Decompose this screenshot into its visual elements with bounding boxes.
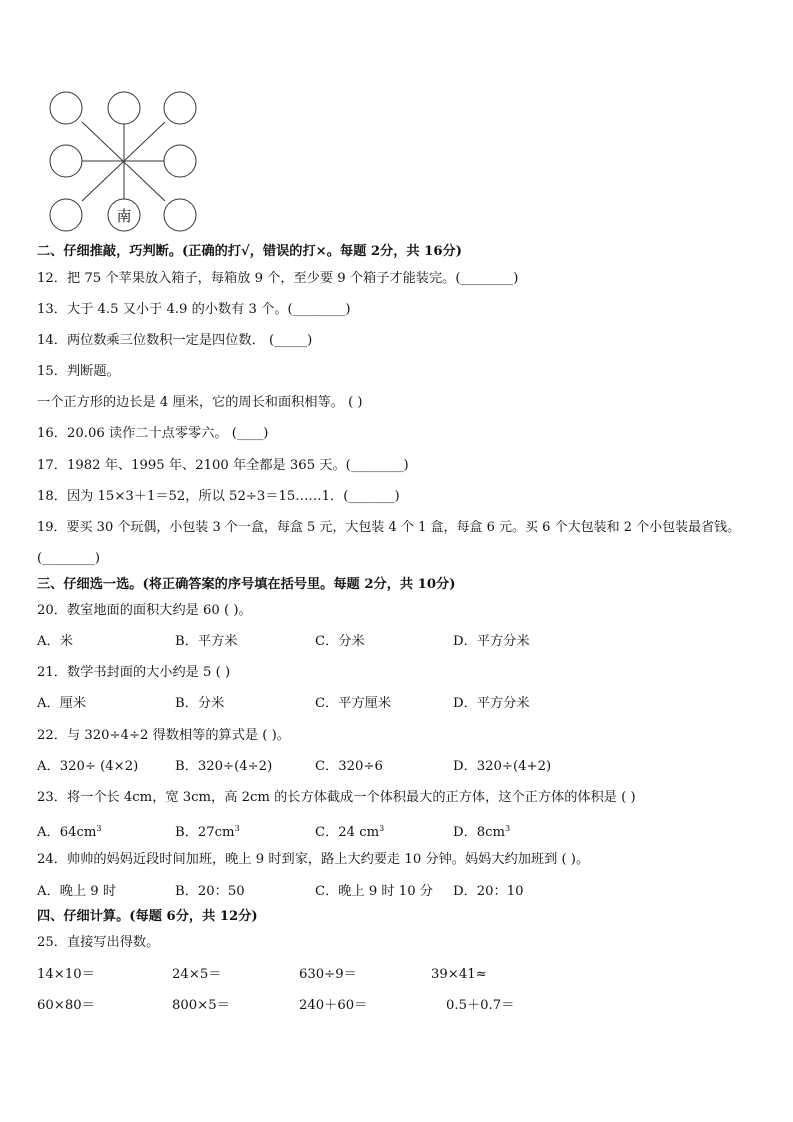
compass-circle-e	[164, 145, 196, 177]
question-24: 24．帅帅的妈妈近段时间加班，晚上 9 时到家，路上大约要走 10 分钟。妈妈大约加班到 ( )。	[37, 852, 590, 867]
q23-option-b	[175, 820, 240, 842]
q23-option-d-text: D．8cm	[453, 825, 506, 840]
question-19-answer-blank: (________)	[37, 551, 101, 566]
compass-circle-sw	[50, 199, 82, 231]
q23-option-c	[315, 820, 384, 842]
q21-option-d: D．平方分米	[453, 696, 530, 711]
question-15: 15．判断题。	[37, 364, 120, 379]
q20-option-c: C．分米	[315, 634, 365, 649]
q23-option-d-exponent: 3	[505, 824, 511, 833]
compass-south-label: 南	[116, 207, 132, 225]
q21-option-c: C．平方厘米	[315, 696, 392, 711]
q24-option-b: B．20：50	[175, 884, 245, 899]
compass-circle-nw	[50, 92, 82, 124]
section-4-heading: 四、仔细计算。(每题 6分，共 12分)	[37, 909, 258, 924]
question-12: 12．把 75 个苹果放入箱子，每箱放 9 个，至少要 9 个箱子才能装完。(________)	[37, 271, 519, 286]
question-20: 20．教室地面的面积大约是 60 ( )。	[37, 603, 252, 618]
q20-option-a: A．米	[37, 634, 73, 649]
q24-option-a: A．晚上 9 时	[37, 884, 117, 899]
q23-option-c-exponent: 3	[379, 824, 385, 833]
q21-option-a: A．厘米	[37, 696, 87, 711]
question-14: 14．两位数乘三位数积一定是四位数． (_____)	[37, 333, 313, 348]
q24-option-d: D．20：10	[453, 884, 524, 899]
q23-option-b-text: B．27cm	[175, 825, 235, 840]
compass-circle-se	[164, 199, 196, 231]
section-2-heading: 二、仔细推敲，巧判断。(正确的打√，错误的打×。每题 2分，共 16分)	[37, 244, 462, 259]
q23-option-a	[37, 820, 101, 842]
calc-630div9: 630÷9＝	[299, 967, 357, 982]
q20-option-d: D．平方分米	[453, 634, 530, 649]
calc-0.5plus0.7: 0.5＋0.7＝	[446, 998, 515, 1013]
compass-diagram	[40, 84, 200, 234]
q22-option-a: A．320÷ (4×2)	[37, 759, 139, 774]
question-25: 25．直接写出得数。	[37, 935, 160, 950]
q23-option-c-text: C．24 cm	[315, 825, 380, 840]
q22-option-d: D．320÷(4+2)	[453, 759, 552, 774]
calc-60x80: 60×80＝	[37, 998, 95, 1013]
question-16: 16．20.06 读作二十点零零六。 (____)	[37, 426, 269, 441]
question-19: 19．要买 30 个玩偶，小包装 3 个一盒，每盒 5 元，大包装 4 个 1 盒，每盒 6 元。买 6 个大包装和 2 个小包装最省钱。	[37, 520, 741, 535]
section-3-heading: 三、仔细选一选。(将正确答案的序号填在括号里。每题 2分，共 10分)	[37, 577, 456, 592]
q22-option-c: C．320÷6	[315, 759, 383, 774]
q20-option-b: B．平方米	[175, 634, 238, 649]
question-23: 23．将一个长 4cm，宽 3cm，高 2cm 的长方体截成一个体积最大的正方体，这个正方体的体积是 ( )	[37, 790, 636, 805]
q24-option-c: C．晚上 9 时 10 分	[315, 884, 433, 899]
calc-240plus60: 240＋60＝	[299, 998, 368, 1013]
q23-option-a-text: A．64cm	[37, 825, 97, 840]
question-15-statement: 一个正方形的边长是 4 厘米，它的周长和面积相等。 ( )	[37, 395, 363, 410]
calc-800x5: 800×5＝	[172, 998, 230, 1013]
q23-option-a-exponent: 3	[96, 824, 102, 833]
calc-14x10: 14×10＝	[37, 967, 95, 982]
q22-option-b: B．320÷(4÷2)	[175, 759, 273, 774]
calc-24x5: 24×5＝	[172, 967, 222, 982]
q23-option-d	[453, 820, 510, 842]
compass-circle-n	[108, 92, 140, 124]
question-13: 13．大于 4.5 又小于 4.9 的小数有 3 个。(________)	[37, 302, 351, 317]
question-22: 22．与 320÷4÷2 得数相等的算式是 ( )。	[37, 728, 290, 743]
question-18: 18．因为 15×3＋1＝52，所以 52÷3＝15……1．(_______)	[37, 489, 400, 504]
compass-circle-w	[50, 145, 82, 177]
calc-39x41: 39×41≈	[431, 967, 487, 982]
question-17: 17．1982 年、1995 年、2100 年全都是 365 天。(________)	[37, 458, 409, 473]
question-21: 21．数学书封面的大小约是 5 ( )	[37, 665, 231, 680]
compass-circle-ne	[164, 92, 196, 124]
q23-option-b-exponent: 3	[234, 824, 240, 833]
q21-option-b: B．分米	[175, 696, 225, 711]
